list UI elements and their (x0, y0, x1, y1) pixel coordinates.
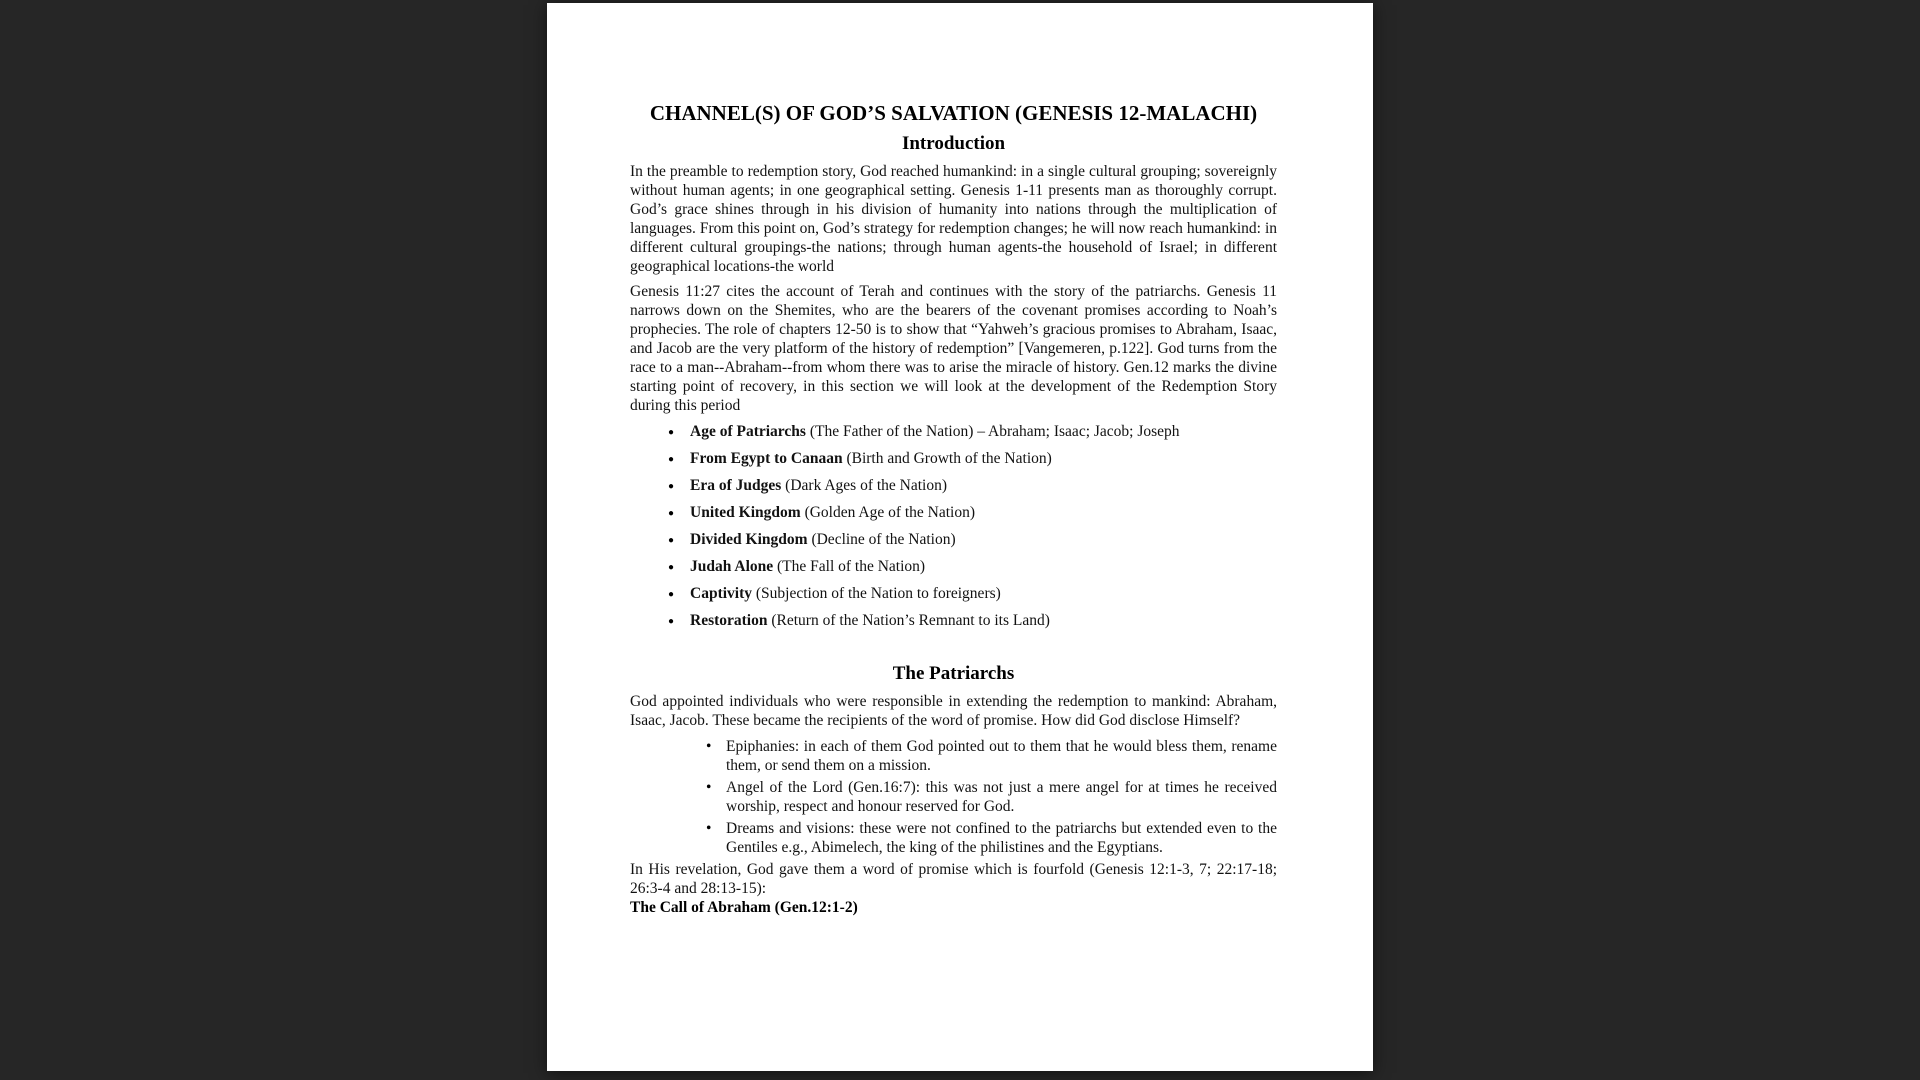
outline-bullet-list (630, 422, 1277, 630)
bullet-text: (Return of the Nation’s Remnant to its Land) (767, 612, 1050, 629)
call-of-abraham-subheading: The Call of Abraham (Gen.12:1-2) (630, 899, 858, 916)
list-item (690, 476, 1277, 495)
list-item (690, 557, 1277, 576)
section-heading-introduction: Introduction (901, 133, 1006, 154)
bullet-lead: From Egypt to Canaan (690, 450, 843, 467)
bullet-lead: United Kingdom (690, 504, 801, 521)
bullet-lead: Restoration (690, 612, 768, 629)
list-item: • Dreams and visions: these were not confined to the patriarchs but extended even to the Gentiles e.g., Abimelech, the king of the philistines and the Egyptians. (726, 819, 1277, 857)
bullet-text: (The Father of the Nation) – Abraham; Isaac; Jacob; Joseph (805, 423, 1180, 440)
bullet-text: (Golden Age of the Nation) (800, 504, 976, 521)
list-item (690, 611, 1277, 630)
bullet-text: (Birth and Growth of the Nation) (842, 450, 1052, 467)
patriarchs-paragraph: God appointed individuals who were responsible in extending the redemption to mankind: Abraham, Isaac, Jacob. These became the recipients of the word of promise. How did God disclose Himself? (630, 693, 1277, 729)
patriarchs-bullet-list (630, 737, 1277, 857)
bullet-text: (The Fall of the Nation) (773, 558, 926, 575)
list-item (690, 530, 1277, 549)
intro-paragraph-1: In the preamble to redemption story, God reached humankind: in a single cultural grouping; sovereignly without human agents; in one geographical setting. Genesis 1-11 presents man as thoroughly corrupt. God’s grace shines through in his division of humanity into nations through the multiplication of languages. From this point on, God’s strategy for redemption changes; he will now reach humankind: in different cultural groupings-the nations; through human agents-the household of Israel; in different geographical locations-the world (630, 163, 1277, 275)
list-item: • Angel of the Lord (Gen.16:7): this was not just a mere angel for at times he received worship, respect and honour reserved for God. (726, 778, 1277, 816)
bullet-lead: Age of Patriarchs (690, 423, 806, 440)
intro-paragraph-2: Genesis 11:27 cites the account of Terah and continues with the story of the patriarchs. Genesis 11 narrows down on the Shemites, who are the bearers of the covenant promises according to Noah’s prophecies. The role of chapters 12-50 is to show that “Yahweh’s gracious promises to Abraham, Isaac, and Jacob are the very platform of the history of redemption” [Vangemeren, p.122]. God turns from the race to a man--Abraham--from whom there was to arise the miracle of history. Gen.12 marks the divine starting point of recovery, in this section we will look at the development of the Redemption Story during this period (630, 283, 1277, 414)
revelation-paragraph: In His revelation, God gave them a word of promise which is fourfold (Genesis 12:1-3, 7; 22:17-18; 26:3-4 and 28:13-15): (630, 861, 1277, 897)
list-item (690, 584, 1277, 603)
list-item: • Epiphanies: in each of them God pointed out to them that he would bless them, rename them, or send them on a mission. (726, 737, 1277, 775)
list-item (690, 422, 1277, 441)
bullet-lead: Judah Alone (690, 558, 774, 575)
list-item (690, 449, 1277, 468)
section-heading-patriarchs: The Patriarchs (892, 663, 1015, 684)
bullet-lead: Divided Kingdom (690, 531, 808, 548)
bullet-lead: Era of Judges (690, 477, 782, 494)
bullet-text: (Decline of the Nation) (807, 531, 956, 548)
list-item (690, 503, 1277, 522)
bullet-text: (Subjection of the Nation to foreigners) (752, 585, 1001, 602)
bullet-lead: Captivity (690, 585, 752, 602)
document-title: CHANNEL(S) OF GOD’S SALVATION (GENESIS 12-MALACHI) (649, 101, 1258, 125)
document-page (547, 3, 1373, 1071)
bullet-text: (Dark Ages of the Nation) (781, 477, 948, 494)
